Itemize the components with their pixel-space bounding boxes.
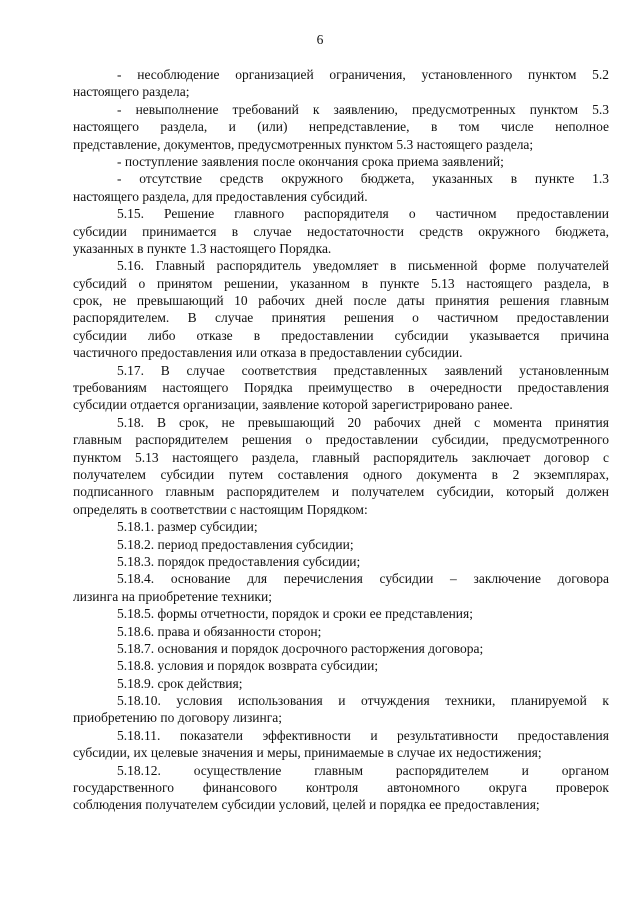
text-line: срок, не превышающий 10 рабочих дней после даты принятия решения главным	[73, 293, 609, 309]
text-line: 5.18.12. осуществление главным распорядителем и органом	[117, 762, 609, 778]
text-line: 5.18.1. размер субсидии;	[117, 519, 258, 535]
text-line: 5.18.6. права и обязанности сторон;	[117, 623, 322, 639]
paragraph	[73, 153, 609, 170]
page-number: 6	[316, 32, 324, 47]
text-line: главным распорядителем решения о предоставлении субсидии, предусмотренного	[73, 432, 609, 448]
text-line: 5.18.5. формы отчетности, порядок и сроки ее представления;	[117, 606, 473, 622]
paragraph	[73, 205, 609, 257]
text-line: - несоблюдение организацией ограничения, установленного пунктом 5.2	[117, 67, 609, 82]
paragraph	[73, 257, 609, 361]
text-line: настоящего раздела, и (или) непредставление, в том числе неполное	[73, 119, 609, 135]
text-line: указанных в пункте 1.3 настоящего Порядка.	[73, 240, 332, 256]
text-line: 5.18.7. основания и порядок досрочного расторжения договора;	[117, 640, 484, 656]
paragraph	[73, 362, 609, 414]
text-line: субсидии отдается организации, заявление которой зарегистрировано ранее.	[73, 397, 513, 413]
text-line: 5.16. Главный распорядитель уведомляет в письменной форме получателей	[117, 258, 609, 274]
paragraph	[73, 640, 609, 657]
text-line: 5.17. В случае соответствия представленных заявлений установленным	[117, 362, 609, 378]
text-line: государственного финансового контроля автономного округа проверок	[73, 780, 609, 796]
paragraph	[73, 518, 609, 535]
text-line: 5.18. В срок, не превышающий 20 рабочих дней с момента принятия	[117, 414, 609, 430]
text-line: настоящего раздела;	[73, 84, 190, 100]
text-line: 5.18.9. срок действия;	[117, 675, 243, 691]
paragraph	[73, 536, 609, 553]
paragraph	[73, 657, 609, 674]
text-line: 5.15. Решение главного распорядителя о частичном предоставлении	[117, 206, 609, 222]
text-line: распорядителем. В случае принятия решения о частичном предоставлении	[73, 310, 609, 326]
paragraph	[73, 605, 609, 622]
text-line: подписанного главным распорядителем и получателем субсидии, который должен	[73, 484, 609, 500]
paragraph	[73, 692, 609, 727]
text-line: - поступление заявления после окончания срока приема заявлений;	[117, 153, 504, 169]
text-line: соблюдения получателем субсидии условий, целей и порядка ее предоставления;	[73, 797, 540, 813]
text-line: лизинга на приобретение техники;	[73, 588, 272, 604]
text-line: 5.18.3. порядок предоставления субсидии;	[117, 553, 361, 569]
text-line: субсидии принимается в случае недостаточности средств окружного бюджета,	[73, 223, 609, 239]
text-line: частичного предоставления или отказа в предоставлении субсидии.	[73, 345, 463, 361]
document-body	[73, 66, 609, 814]
paragraph	[73, 553, 609, 570]
text-line: - невыполнение требований к заявлению, предусмотренных пунктом 5.3	[117, 101, 609, 117]
text-line: требованиям настоящего Порядка преимущество в очередности предоставления	[73, 380, 609, 396]
text-line: пунктом 5.13 настоящего раздела, главный распорядитель заключает договор с	[73, 449, 609, 465]
text-line: определять в соответствии с настоящим Порядком:	[73, 501, 368, 517]
text-line: 5.18.11. показатели эффективности и результативности предоставления	[117, 727, 609, 743]
text-line: представление, документов, предусмотренных пунктом 5.3 настоящего раздела;	[73, 136, 534, 152]
text-line: субсидий о принятом решении, указанном в пункте 5.13 настоящего раздела, в	[73, 275, 609, 291]
text-line: субсидии либо отказе в предоставлении субсидии указывается причина	[73, 327, 609, 343]
paragraph	[73, 101, 609, 153]
text-line: - отсутствие средств окружного бюджета, указанных в пункте 1.3	[117, 171, 609, 187]
paragraph	[73, 570, 609, 605]
text-line: 5.18.2. период предоставления субсидии;	[117, 536, 354, 552]
paragraph	[73, 623, 609, 640]
paragraph	[73, 675, 609, 692]
text-line: получателем субсидии путем составления одного документа в 2 экземплярах,	[73, 466, 609, 482]
text-line: субсидии, их целевые значения и меры, принимаемые в случае их недостижения;	[73, 745, 542, 761]
paragraph	[73, 170, 609, 205]
paragraph	[73, 414, 609, 518]
text-line: 5.18.8. условия и порядок возврата субсидии;	[117, 658, 379, 674]
text-line: настоящего раздела, для предоставления субсидий.	[73, 188, 368, 204]
text-line: 5.18.4. основание для перечисления субсидии – заключение договора	[117, 571, 609, 587]
text-line: приобретению по договору лизинга;	[73, 710, 283, 726]
paragraph	[73, 762, 609, 814]
paragraph	[73, 727, 609, 762]
paragraph	[73, 66, 609, 101]
text-line: 5.18.10. условия использования и отчуждения техники, планируемой к	[117, 693, 609, 709]
